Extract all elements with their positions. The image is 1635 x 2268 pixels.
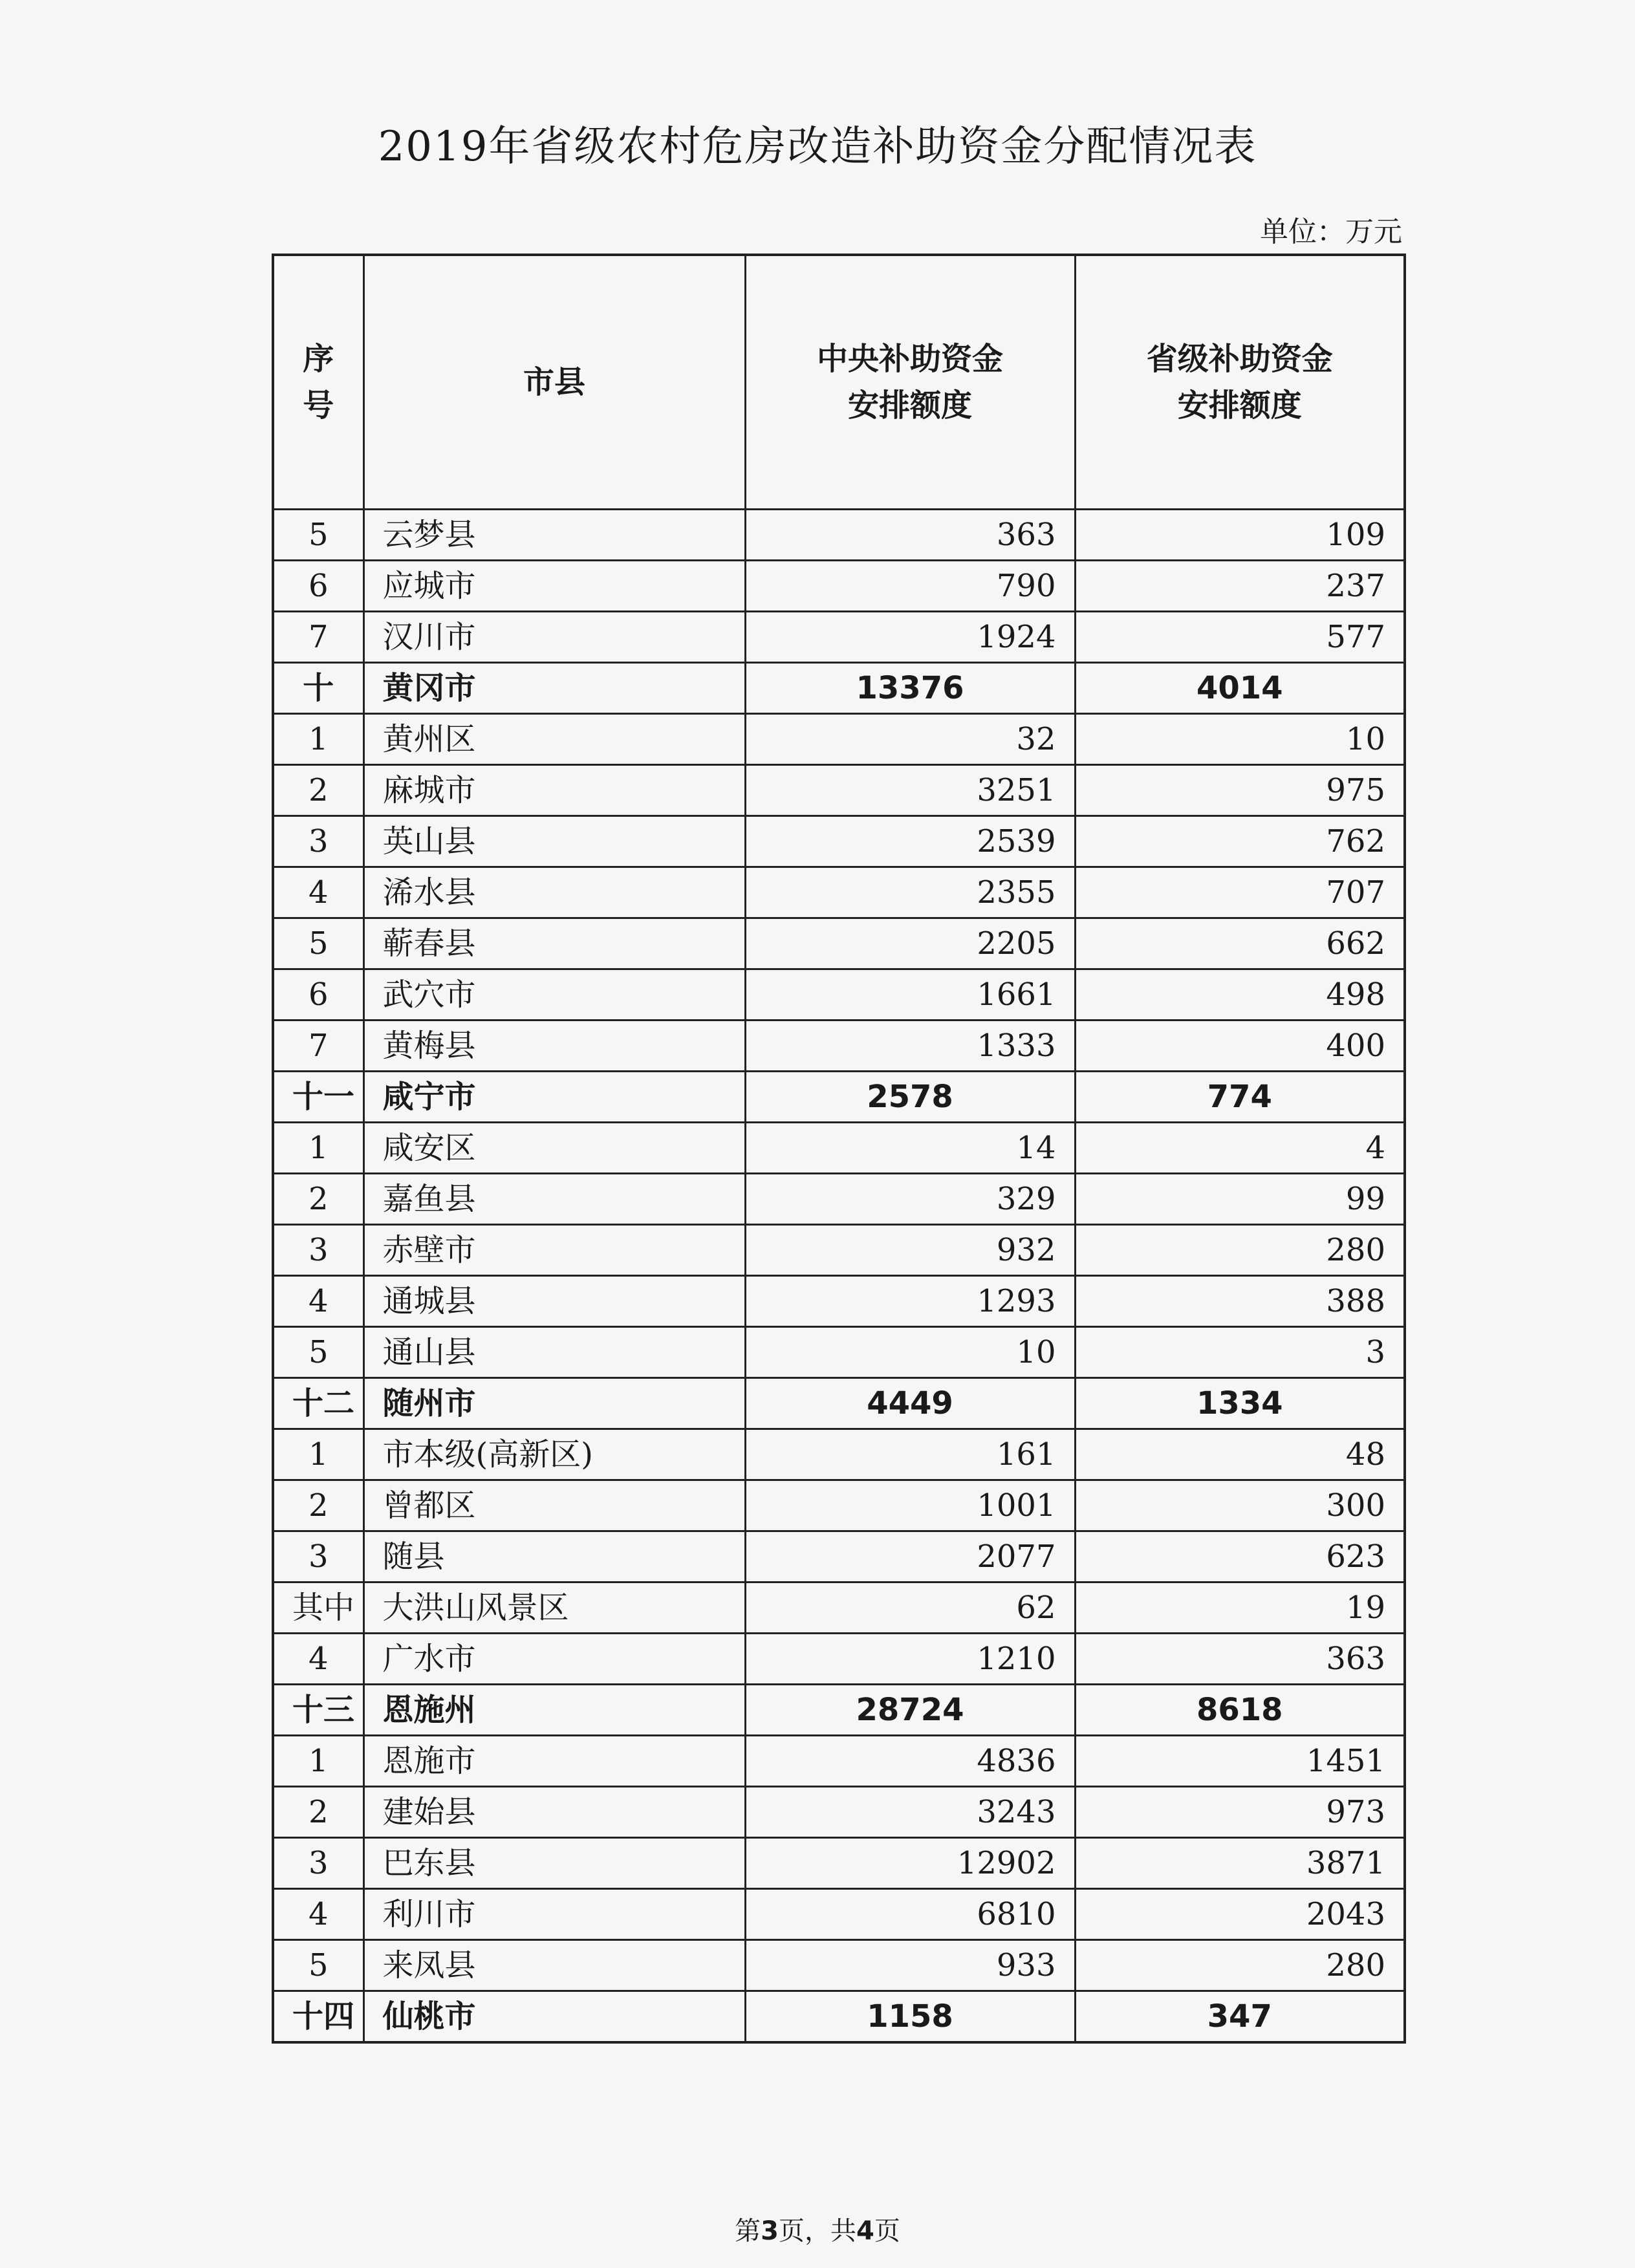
row-seq: 4 (273, 867, 363, 918)
header-central-line1: 中央补助资金 (816, 341, 1003, 377)
row-name: 咸安区 (363, 1123, 745, 1174)
row-name: 恩施市 (363, 1736, 745, 1787)
row-seq: 5 (273, 1940, 363, 1991)
row-name: 云梦县 (363, 510, 745, 561)
city-row (273, 1685, 1405, 1736)
row-provincial-amount: 10 (1075, 714, 1405, 765)
row-seq: 2 (273, 765, 363, 816)
row-central-amount: 6810 (745, 1889, 1075, 1940)
table-row (273, 1123, 1405, 1174)
table-row (273, 612, 1405, 663)
header-seq-line1: 序 (303, 341, 334, 377)
row-name: 恩施州 (363, 1685, 745, 1736)
row-seq: 5 (273, 510, 363, 561)
city-row (273, 1991, 1405, 2043)
row-seq: 7 (273, 1021, 363, 1072)
row-provincial-amount: 280 (1075, 1940, 1405, 1991)
row-central-amount: 1001 (745, 1480, 1075, 1531)
row-central-amount: 161 (745, 1429, 1075, 1480)
row-seq: 十三 (273, 1685, 363, 1736)
table-row (273, 1634, 1405, 1685)
row-central-amount: 1158 (745, 1991, 1075, 2043)
row-name: 仙桃市 (363, 1991, 745, 2043)
row-seq: 十 (273, 663, 363, 714)
table-row (273, 561, 1405, 612)
row-central-amount: 28724 (745, 1685, 1075, 1736)
city-row (273, 663, 1405, 714)
row-seq: 3 (273, 816, 363, 867)
footer-total-pages: 4 (856, 2216, 874, 2246)
row-name: 建始县 (363, 1787, 745, 1838)
row-name: 来凤县 (363, 1940, 745, 1991)
row-provincial-amount: 498 (1075, 969, 1405, 1021)
footer-prefix: 第 (735, 2216, 761, 2246)
table-row (273, 816, 1405, 867)
row-seq: 2 (273, 1480, 363, 1531)
table-row (273, 918, 1405, 969)
row-central-amount: 1210 (745, 1634, 1075, 1685)
row-provincial-amount: 662 (1075, 918, 1405, 969)
row-central-amount: 932 (745, 1225, 1075, 1276)
row-central-amount: 32 (745, 714, 1075, 765)
row-central-amount: 4449 (745, 1378, 1075, 1429)
row-seq: 4 (273, 1276, 363, 1327)
table-row (273, 867, 1405, 918)
row-central-amount: 1293 (745, 1276, 1075, 1327)
table-row (273, 1582, 1405, 1634)
header-provincial (1075, 255, 1405, 510)
row-seq: 5 (273, 1327, 363, 1378)
table-row (273, 1531, 1405, 1582)
row-central-amount: 10 (745, 1327, 1075, 1378)
row-provincial-amount: 109 (1075, 510, 1405, 561)
table-row (273, 1174, 1405, 1225)
footer-middle: 页，共 (779, 2216, 856, 2246)
table-row (273, 1889, 1405, 1940)
row-seq: 1 (273, 714, 363, 765)
row-name: 英山县 (363, 816, 745, 867)
header-central (745, 255, 1075, 510)
row-central-amount: 3251 (745, 765, 1075, 816)
row-central-amount: 363 (745, 510, 1075, 561)
row-seq: 3 (273, 1531, 363, 1582)
table-row (273, 714, 1405, 765)
row-name: 巴东县 (363, 1838, 745, 1889)
row-seq: 6 (273, 969, 363, 1021)
table-row (273, 1327, 1405, 1378)
row-provincial-amount: 707 (1075, 867, 1405, 918)
row-name: 汉川市 (363, 612, 745, 663)
row-central-amount: 14 (745, 1123, 1075, 1174)
row-name: 咸宁市 (363, 1072, 745, 1123)
row-provincial-amount: 577 (1075, 612, 1405, 663)
row-name: 蕲春县 (363, 918, 745, 969)
row-seq: 十二 (273, 1378, 363, 1429)
row-provincial-amount: 1334 (1075, 1378, 1405, 1429)
row-central-amount: 62 (745, 1582, 1075, 1634)
table-header-row (273, 255, 1405, 510)
row-seq: 2 (273, 1174, 363, 1225)
table-row (273, 1225, 1405, 1276)
row-seq: 十四 (273, 1991, 363, 2043)
row-provincial-amount: 3871 (1075, 1838, 1405, 1889)
table-row (273, 1480, 1405, 1531)
table-row (273, 1021, 1405, 1072)
row-central-amount: 2205 (745, 918, 1075, 969)
row-provincial-amount: 363 (1075, 1634, 1405, 1685)
row-central-amount: 13376 (745, 663, 1075, 714)
row-name: 黄州区 (363, 714, 745, 765)
row-seq: 4 (273, 1889, 363, 1940)
header-provincial-line1: 省级补助资金 (1146, 341, 1333, 377)
row-central-amount: 1661 (745, 969, 1075, 1021)
row-provincial-amount: 2043 (1075, 1889, 1405, 1940)
row-seq: 1 (273, 1123, 363, 1174)
row-provincial-amount: 99 (1075, 1174, 1405, 1225)
table-row (273, 1940, 1405, 1991)
city-row (273, 1378, 1405, 1429)
page-title: 2019年省级农村危房改造补助资金分配情况表 (378, 123, 1257, 171)
page-footer (0, 2210, 1635, 2247)
row-central-amount: 790 (745, 561, 1075, 612)
row-name: 黄梅县 (363, 1021, 745, 1072)
row-name: 黄冈市 (363, 663, 745, 714)
row-provincial-amount: 8618 (1075, 1685, 1405, 1736)
row-provincial-amount: 973 (1075, 1787, 1405, 1838)
row-central-amount: 329 (745, 1174, 1075, 1225)
header-seq-line2: 号 (303, 387, 334, 424)
row-name: 广水市 (363, 1634, 745, 1685)
table-row (273, 1276, 1405, 1327)
row-name: 大洪山风景区 (363, 1582, 745, 1634)
row-provincial-amount: 1451 (1075, 1736, 1405, 1787)
row-seq: 十一 (273, 1072, 363, 1123)
row-provincial-amount: 3 (1075, 1327, 1405, 1378)
row-name: 武穴市 (363, 969, 745, 1021)
row-central-amount: 1333 (745, 1021, 1075, 1072)
row-seq: 3 (273, 1225, 363, 1276)
row-provincial-amount: 347 (1075, 1991, 1405, 2043)
row-seq: 1 (273, 1736, 363, 1787)
row-central-amount: 2539 (745, 816, 1075, 867)
header-provincial-line2: 安排额度 (1177, 387, 1302, 424)
row-name: 随县 (363, 1531, 745, 1582)
footer-suffix: 页 (874, 2216, 900, 2246)
row-central-amount: 933 (745, 1940, 1075, 1991)
row-name: 利川市 (363, 1889, 745, 1940)
row-provincial-amount: 762 (1075, 816, 1405, 867)
row-provincial-amount: 388 (1075, 1276, 1405, 1327)
row-seq: 2 (273, 1787, 363, 1838)
row-provincial-amount: 400 (1075, 1021, 1405, 1072)
row-provincial-amount: 4 (1075, 1123, 1405, 1174)
row-central-amount: 2355 (745, 867, 1075, 918)
row-central-amount: 12902 (745, 1838, 1075, 1889)
unit-label: 单位：万元 (1260, 215, 1402, 248)
row-name: 麻城市 (363, 765, 745, 816)
table-row (273, 510, 1405, 561)
row-seq: 4 (273, 1634, 363, 1685)
table-row (273, 765, 1405, 816)
row-seq: 5 (273, 918, 363, 969)
row-name: 市本级(高新区) (363, 1429, 745, 1480)
table-row (273, 1838, 1405, 1889)
row-name: 赤壁市 (363, 1225, 745, 1276)
row-name: 曾都区 (363, 1480, 745, 1531)
row-provincial-amount: 975 (1075, 765, 1405, 816)
row-seq: 6 (273, 561, 363, 612)
city-row (273, 1072, 1405, 1123)
row-name: 应城市 (363, 561, 745, 612)
header-region: 市县 (363, 255, 745, 510)
row-central-amount: 3243 (745, 1787, 1075, 1838)
header-central-line2: 安排额度 (847, 387, 972, 424)
row-seq: 3 (273, 1838, 363, 1889)
row-central-amount: 4836 (745, 1736, 1075, 1787)
row-central-amount: 2578 (745, 1072, 1075, 1123)
allocation-table (272, 254, 1406, 2044)
table-row (273, 1787, 1405, 1838)
table-row (273, 1429, 1405, 1480)
row-name: 嘉鱼县 (363, 1174, 745, 1225)
row-provincial-amount: 623 (1075, 1531, 1405, 1582)
row-seq: 1 (273, 1429, 363, 1480)
row-name: 通城县 (363, 1276, 745, 1327)
table-row (273, 1736, 1405, 1787)
row-provincial-amount: 237 (1075, 561, 1405, 612)
row-provincial-amount: 280 (1075, 1225, 1405, 1276)
row-central-amount: 2077 (745, 1531, 1075, 1582)
row-provincial-amount: 19 (1075, 1582, 1405, 1634)
header-seq (273, 255, 363, 510)
row-seq: 7 (273, 612, 363, 663)
row-name: 通山县 (363, 1327, 745, 1378)
footer-page-number: 3 (761, 2216, 779, 2246)
row-provincial-amount: 48 (1075, 1429, 1405, 1480)
row-provincial-amount: 300 (1075, 1480, 1405, 1531)
row-name: 浠水县 (363, 867, 745, 918)
row-central-amount: 1924 (745, 612, 1075, 663)
row-provincial-amount: 774 (1075, 1072, 1405, 1123)
row-seq: 其中 (273, 1582, 363, 1634)
table-row (273, 969, 1405, 1021)
row-provincial-amount: 4014 (1075, 663, 1405, 714)
row-name: 随州市 (363, 1378, 745, 1429)
